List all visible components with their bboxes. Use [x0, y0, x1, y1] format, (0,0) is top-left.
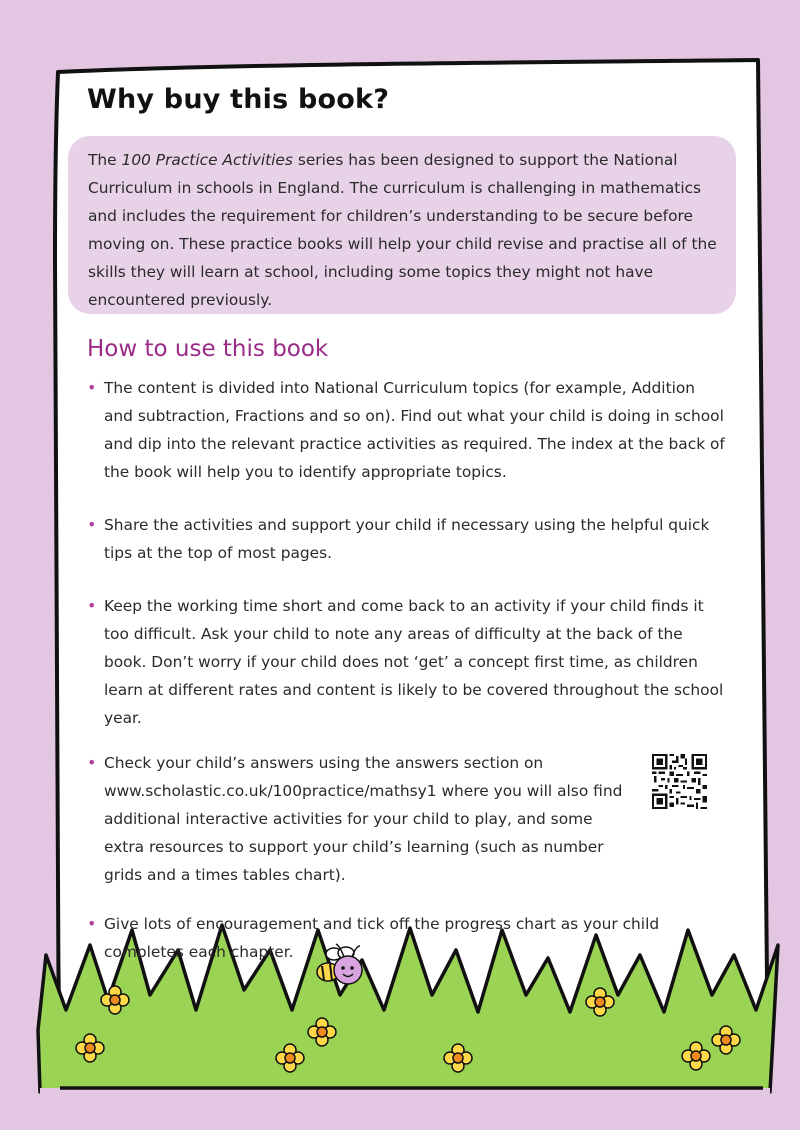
- list-item: [87, 910, 727, 966]
- bullet-text: Share the activities and support your child if necessary using the helpful quick tips at the top of most pages.: [104, 516, 710, 562]
- intro-rest: series has been designed to support the National Curriculum in schools in England. The curriculum is challenging in mathematics and includes the requirement for children’s understanding to be secure before moving on. These practice books will help your child revise and practise all of the skills they will learn at school, including some topics they might not have encountered previously.: [88, 151, 717, 309]
- list-item: [87, 374, 727, 486]
- bullet-icon: •: [87, 515, 97, 534]
- page-title: Why buy this book?: [87, 84, 390, 115]
- bullet-text: Give lots of encouragement and tick off the progress chart as your child completes each chapter.: [104, 915, 660, 961]
- bullet-text: Keep the working time short and come back to an activity if your child finds it too difficult. Ask your child to note any areas of difficulty at the back of the book. Don’t worry if your child does not ‘get’ a concept first time, as children learn at different rates and content is likely to be covered throughout the school year.: [104, 597, 724, 727]
- bullet-icon: •: [87, 596, 97, 615]
- list-item: [87, 511, 727, 567]
- intro-paragraph: [88, 146, 728, 314]
- bullet-icon: •: [87, 378, 97, 397]
- section-heading: How to use this book: [87, 336, 329, 362]
- intro-prefix: The: [88, 151, 122, 169]
- list-item: [87, 592, 727, 732]
- bullet-text: Check your child’s answers using the answers section on www.scholastic.co.uk/100practice/mathsy1 where you will also find additional interactive activities for your child to play, and some extra resources to support your child’s learning (such as number grids and a times tables chart).: [104, 754, 623, 884]
- list-item: [87, 749, 632, 889]
- bullet-text: The content is divided into National Curriculum topics (for example, Addition and subtraction, Fractions and so on). Find out what your child is doing in school and dip into the relevant practice activities as required. The index at the back of the book will help you to identify appropriate topics.: [104, 379, 725, 481]
- bullet-icon: •: [87, 914, 97, 933]
- bullet-icon: •: [87, 753, 97, 772]
- series-name: 100 Practice Activities: [121, 151, 293, 169]
- qr-code-icon[interactable]: [652, 754, 707, 809]
